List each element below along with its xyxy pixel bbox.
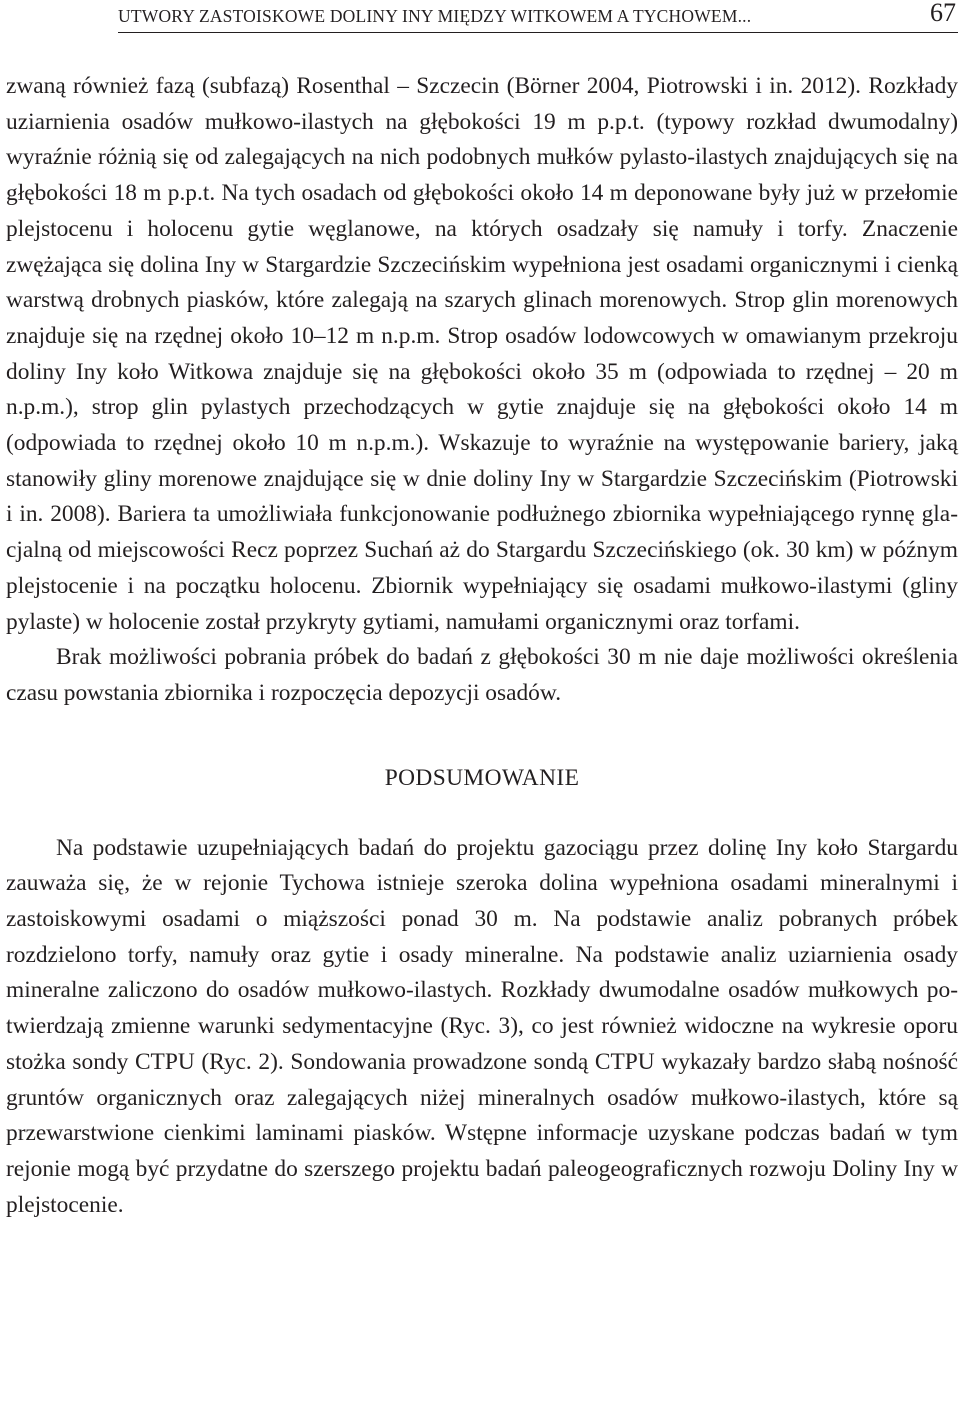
body-text bbox=[6, 69, 958, 1223]
page-number: 67 bbox=[930, 0, 956, 27]
paragraph-continued: zwaną również fazą (subfazą) Rosenthal – Szczecin (Börner 2004, Piotrowski i in. 2012). Rozkłady uziarnienia osadów mułkowo-ilastych na głębokości 19 m p.p.t. (typowy rozkład dwumodalny) wyraźnie różnią się od zalegających na nich podobnych mułków pylasto-ilastych znajdujących się na głębokości 18 m p.p.t. Na tych osadach od głębokości około 14 m deponowane były już w przełomie plejstocenu i holocenu gytie węglanowe, na których osadzały się namuły i torfy. Znaczenie zwężająca się dolina Iny w Stargardzie Szczecińskim wypełniona jest osadami organicznymi i cienką warstwą drobnych piasków, które zalegają na szarych glinach morenowych. Strop glin morenowych znajduje się na rzędnej około 10–12 m n.p.m. Strop osadów lodowcowych w omawianym przekroju doliny Iny koło Witkowa znajduje się na głębokości około 35 m (odpowiada to rzędnej – 20 m n.p.m.), strop glin pylastych przechodzących w gytie znajduje się na głębokości około 14 m (odpowiada to rzędnej około 10 m n.p.m.). Wskazuje to wyraźnie na występowanie bariery, jaką stanowiły gliny morenowe znajdujące się w dnie doliny Iny w Stargardzie Szczecińskim (Piotrowski i in. 2008). Bariera ta umożliwiała funkcjonowanie podłużnego zbiornika wypełniającego rynnę glacjalną od miejscowości Recz poprzez Suchań aż do Stargardu Szczecińskiego (ok. 30 km) w późnym plejstocenie i na początku holocenu. Zbiornik wypełniający się osadami mułkowo-ilastymi (gliny pylaste) w holocenie został przykryty gytiami, namułami organicznymi oraz torfami. bbox=[6, 73, 958, 635]
section-heading: PODSUMOWANIE bbox=[384, 764, 580, 791]
page bbox=[6, 0, 958, 1223]
paragraph-sampling-limitation: Brak możliwości pobrania próbek do badań z głębokości 30 m nie daje możliwości określenia czasu powstania zbiornika i rozpoczęcia depozycji osadów. bbox=[6, 644, 958, 706]
running-title: UTWORY ZASTOISKOWE DOLINY INY MIĘDZY WITKOWEM A TYCHOWEM... bbox=[118, 6, 752, 26]
running-header bbox=[118, 0, 958, 33]
paragraph-summary: Na podstawie uzupełniających badań do projektu gazociągu przez dolinę Iny koło Stargardu zauważa się, że w rejonie Tychowa istnieje szeroka dolina wypełniona osadami mineralnymi i zastoiskowymi osadami o miąższości ponad 30 m. Na podstawie analiz pobranych próbek rozdzielono torfy, namuły oraz gytie i osady mineralne. Na podstawie analiz uziarnienia osady mineralne zaliczono do osadów mułkowo-ilastych. Rozkłady dwumodalne osadów mułkowych potwierdzają zmienne warunki sedymentacyjne (Ryc. 3), co jest również widoczne na wykresie oporu stożka sondy CTPU (Ryc. 2). Sondowania prowadzone sondą CTPU wykazały bardzo słabą nośność gruntów organicznych oraz zalegających niżej mineralnych osadów mułkowo-ilastych, które są przewarstwione cienkimi laminami piasków. Wstępne informacje uzyskane podczas badań w tym rejonie mogą być przydatne do szerszego projektu badań paleogeograficznych rozwoju Doliny Iny w plejstocenie. bbox=[6, 834, 958, 1218]
